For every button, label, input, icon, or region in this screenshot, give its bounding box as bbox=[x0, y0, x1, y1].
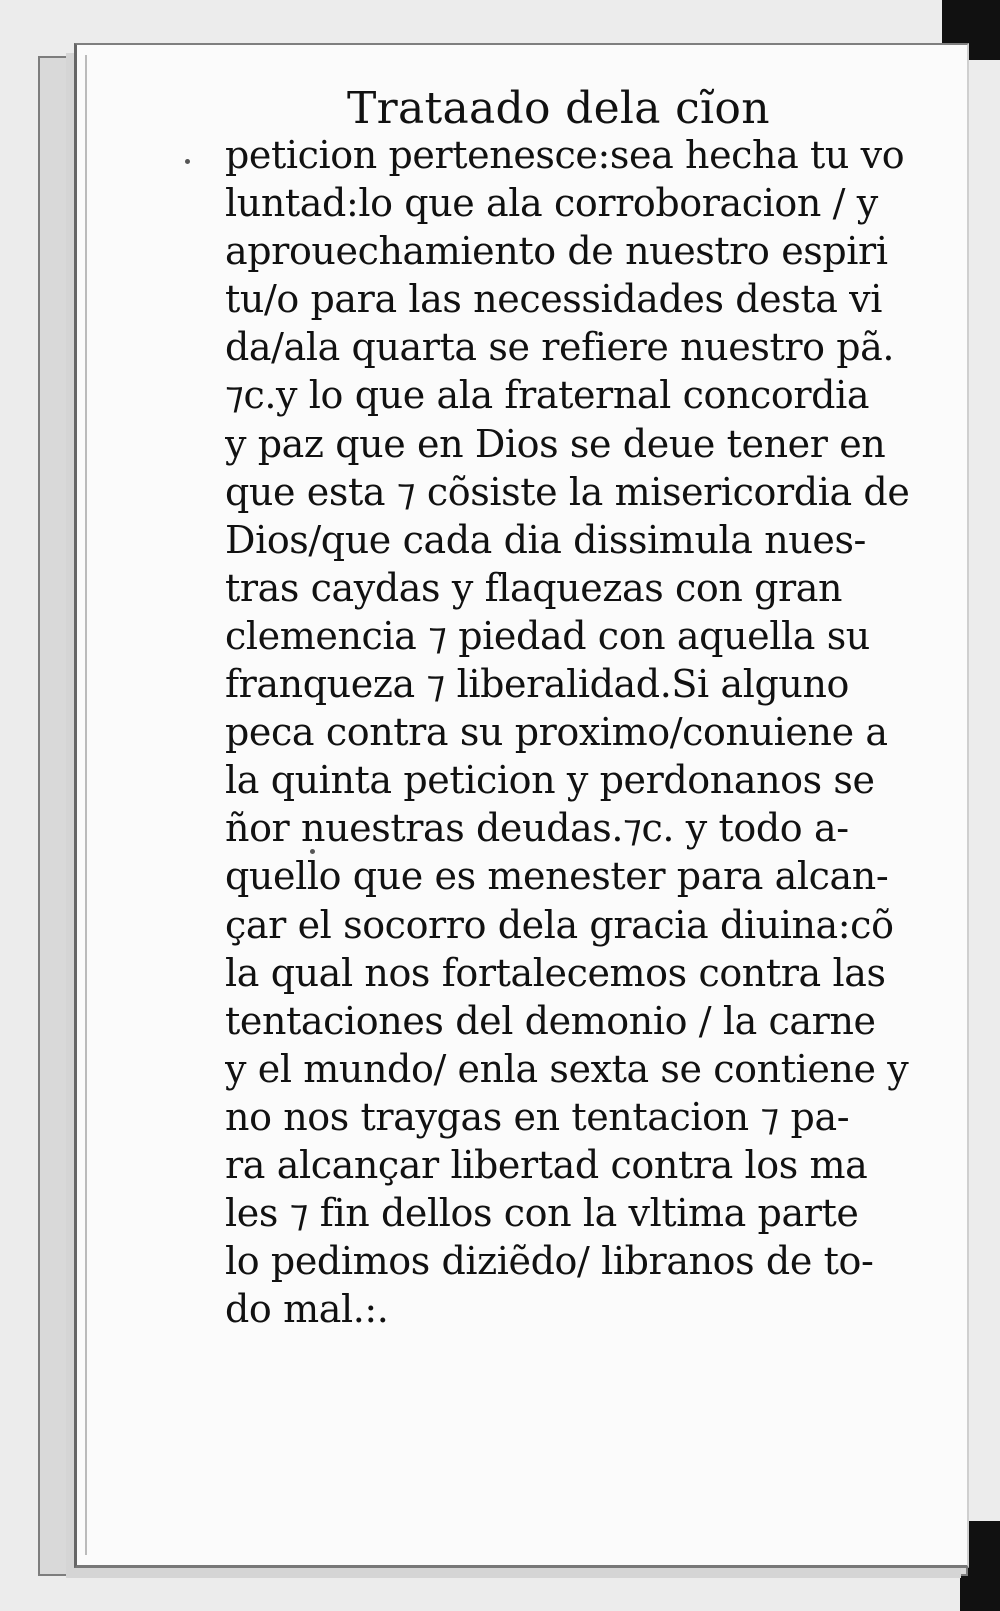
text-line: peca contra su proximo/conuiene a bbox=[225, 710, 888, 755]
text-line: y paz que en Dios se deue tener en bbox=[225, 421, 886, 466]
text-line: tentaciones del demonio / la carne bbox=[225, 998, 876, 1043]
book-page bbox=[74, 43, 969, 1568]
text-line: clemencia ⁊ piedad con aquella su bbox=[225, 613, 870, 658]
text-line: Dios/que cada dia dissimula nues- bbox=[225, 517, 866, 562]
text-line: franqueza ⁊ liberalidad.Si alguno bbox=[225, 662, 850, 707]
text-line: tu/o para las necessidades desta vi bbox=[225, 277, 882, 322]
text-line: aprouechamiento de nuestro espiri bbox=[225, 229, 888, 274]
text-line: tras caydas y flaquezas con gran bbox=[225, 565, 843, 610]
text-line: ra alcançar libertad contra los ma bbox=[225, 1142, 868, 1187]
text-line: peticion pertenesce:sea hecha tu vo bbox=[225, 133, 905, 177]
text-line: que esta ⁊ cõsiste la misericordia de bbox=[225, 469, 910, 514]
text-line: y el mundo/ enla sexta se contiene y bbox=[225, 1046, 909, 1091]
text-line: ⁊c.y lo que ala fraternal concordia bbox=[225, 373, 870, 418]
page-body-text bbox=[225, 131, 987, 1333]
text-line: la qual nos fortalecemos contra las bbox=[225, 950, 886, 995]
text-line: no nos traygas en tentacion ⁊ pa- bbox=[225, 1094, 850, 1139]
text-line: quello que es menester para alcan- bbox=[225, 854, 889, 899]
running-header: Trataado dela cĩon bbox=[347, 83, 770, 134]
text-line: luntad:lo que ala corroboracion / y bbox=[225, 181, 878, 226]
text-line: da/ala quarta se refiere nuestro pã. bbox=[225, 325, 895, 370]
text-line: les ⁊ fin dellos con la vltima parte bbox=[225, 1191, 859, 1236]
text-line: la quinta peticion y perdonanos se bbox=[225, 758, 875, 803]
text-line: ñor nuestras deudas.⁊c. y todo a- bbox=[225, 806, 849, 851]
ink-speck bbox=[185, 159, 190, 164]
text-line: çar el socorro dela gracia diuina:cõ bbox=[225, 902, 894, 947]
text-line: lo pedimos diziẽdo/ libranos de to- bbox=[225, 1239, 874, 1284]
text-line: do mal.:. bbox=[225, 1287, 389, 1332]
